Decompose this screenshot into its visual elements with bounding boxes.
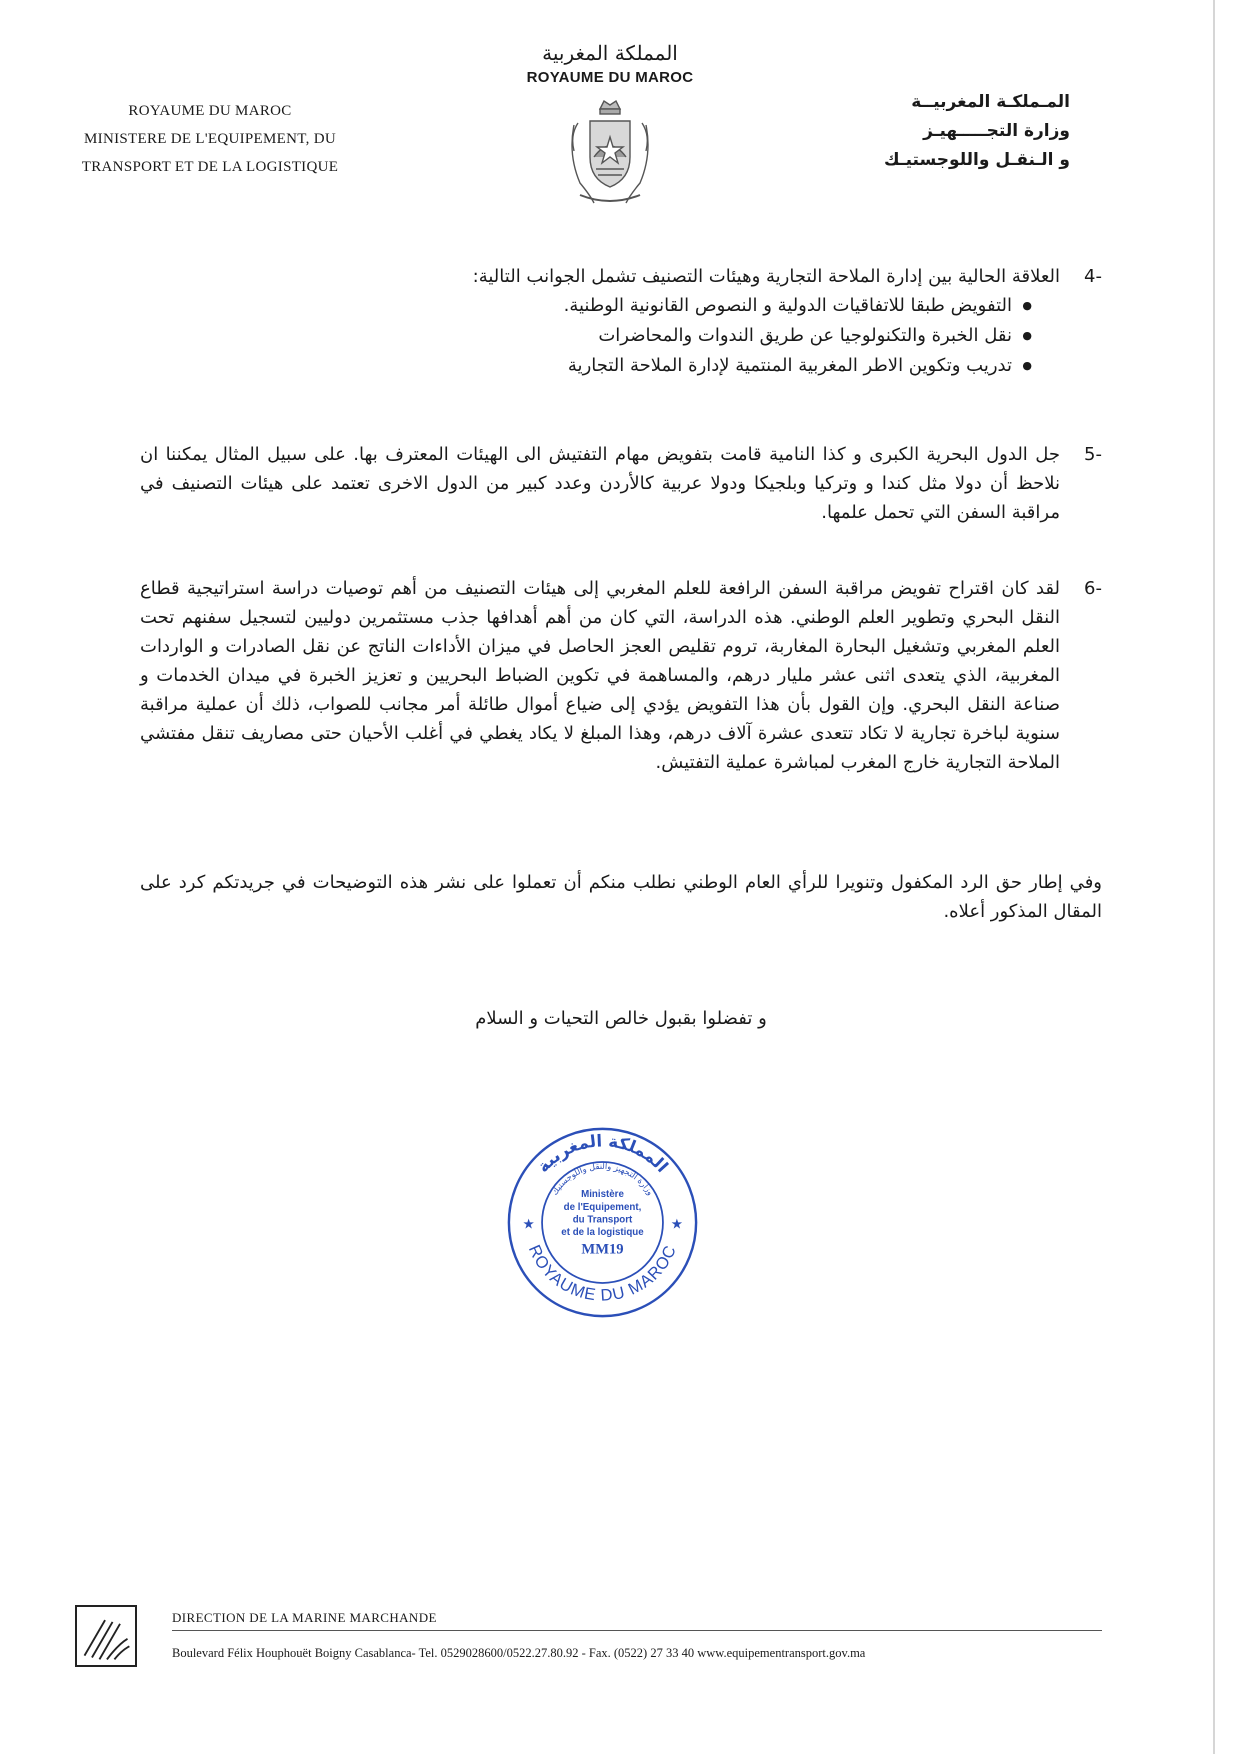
stamp-line-4: et de la logistique [561,1227,644,1239]
header-center-arabic: المملكة المغربية [542,41,678,65]
header-center [495,38,725,88]
section-4-bullet-3: ● تدريب وتكوين الاطر المغربية المنتمية لإدارة الملاحة التجارية [262,351,1032,381]
section-5-number: 5- [1084,444,1102,465]
stamp-outer-bottom-path: ROYAUME DU MAROC [524,1241,681,1305]
section-5 [140,440,1102,527]
stamp-line-3: du Transport [572,1214,633,1226]
header-left-ministry-fr [50,97,370,181]
footer-divider [172,1630,1102,1631]
section-4-bullet-list [262,291,1032,381]
stamp-inner-arc-path: وزارة التجهيز والنقل واللوجستيك [549,1160,656,1197]
section-4-bullet-2: ● نقل الخبرة والتكنولوجيا عن طريق الندوات والمحاضرات [262,321,1032,351]
section-6-text: لقد كان اقتراح تفويض مراقبة السفن الرافعة للعلم المغربي إلى هيئات التصنيف من أهم توصيات دراسة استراتيجية قطاع النقل البحري وتطوير العلم الوطني. هذه الدراسة، التي كان من أهم أهدافها جذب مستثمرين دوليين لتسجيل سفنهم تحت العلم المغربي وتشغيل البحارة المغاربة، تروم تقليص العجز الحاصل في ميزان الأداءات الناتج عن نقل الصادرات و الواردات المغربية، الذي يتعدى اثنى عشر مليار درهم، والمساهمة في تكوين الضباط البحريين و تعزيز الخبرة في ميدان الخدمات و صناعة النقل البحري. وإن القول بأن هذا التفويض يؤدي إلى ضياع أموال طائلة أمر مجانب للصواب، ذلك أن عملية مراقبة سنوية لباخرة تجارية لا تكاد تتعدى عشرة آلاف درهم، وهذا المبلغ لا يكاد يغطي في أغلب الأحيان حتى مصاريف تنقل مفتشي الملاحة التجارية خارج المغرب لمباشرة عملية التفتيش. [140,578,1060,773]
section-6 [140,574,1102,777]
header-right-line-1: المـملكـة المغربيــة [911,92,1070,112]
coat-of-arms-icon [560,95,660,210]
header-left-line-3: TRANSPORT ET DE LA LOGISTIQUE [81,159,339,175]
stamp-outer-top-path: المملكة المغربية [533,1131,672,1177]
header-right-line-2: وزارة التجـــــهيـز [923,121,1070,141]
footer-address: Boulevard Félix Houphouët Boigny Casablanca- Tel. 0529028600/0522.27.80.92 - Fax. (0522) 27 33 40 www.equipementransport.gov.ma [172,1646,866,1660]
footer-direction: DIRECTION DE LA MARINE MARCHANDE [172,1610,437,1625]
header-left-line-1: ROYAUME DU MAROC [128,103,292,119]
stamp-star-right-icon: ★ [670,1216,683,1233]
stamp-line-1: Ministère [581,1189,624,1201]
header-left-line-2: MINISTERE DE L'EQUIPEMENT, DU [84,131,336,147]
section-6-number: 6- [1084,578,1102,599]
official-stamp [505,1125,700,1320]
page-edge-line [1213,0,1215,1754]
stamp-star-left-icon: ★ [522,1216,535,1233]
stamp-line-2: de l'Equipement, [563,1201,642,1213]
header-right-line-3: و الـنقـل واللوجستيـك [883,150,1070,170]
header-center-french: ROYAUME DU MAROC [526,69,694,86]
section-4-number: 4- [1084,266,1102,287]
stamp-code: MM19 [581,1241,624,1258]
signoff-line: و تفضلوا بقبول خالص التحيات و السلام [475,1008,767,1029]
closing-paragraph: وفي إطار حق الرد المكفول وتنويرا للرأي العام الوطني نطلب منكم أن تعملوا على نشر هذه التوضيحات في جريدتكم كرد على المقال المذكور أعلاه. [140,872,1102,922]
section-4 [262,262,1102,381]
section-5-text: جل الدول البحرية الكبرى و كذا النامية قامت بتفويض مهام التفتيش الى الهيئات المعترف بها. على سبيل المثال يمكننا ان نلاحظ أن دولا مثل كندا و وتركيا وبلجيكا ودولا عربية كالأردن وعدد كبير من الدول الاخرى تعتمد على هيئات التصنيف في مراقبة السفن التي تحمل علمها. [140,444,1060,523]
marine-marchande-logo-icon [75,1605,137,1667]
section-4-bullet-1: ● التفويض طبقا للاتفاقيات الدولية و النصوص القانونية الوطنية. [262,291,1032,321]
header-right-ministry-ar [850,88,1070,175]
section-4-intro: العلاقة الحالية بين إدارة الملاحة التجارية وهيئات التصنيف تشمل الجوانب التالية: [472,266,1060,287]
